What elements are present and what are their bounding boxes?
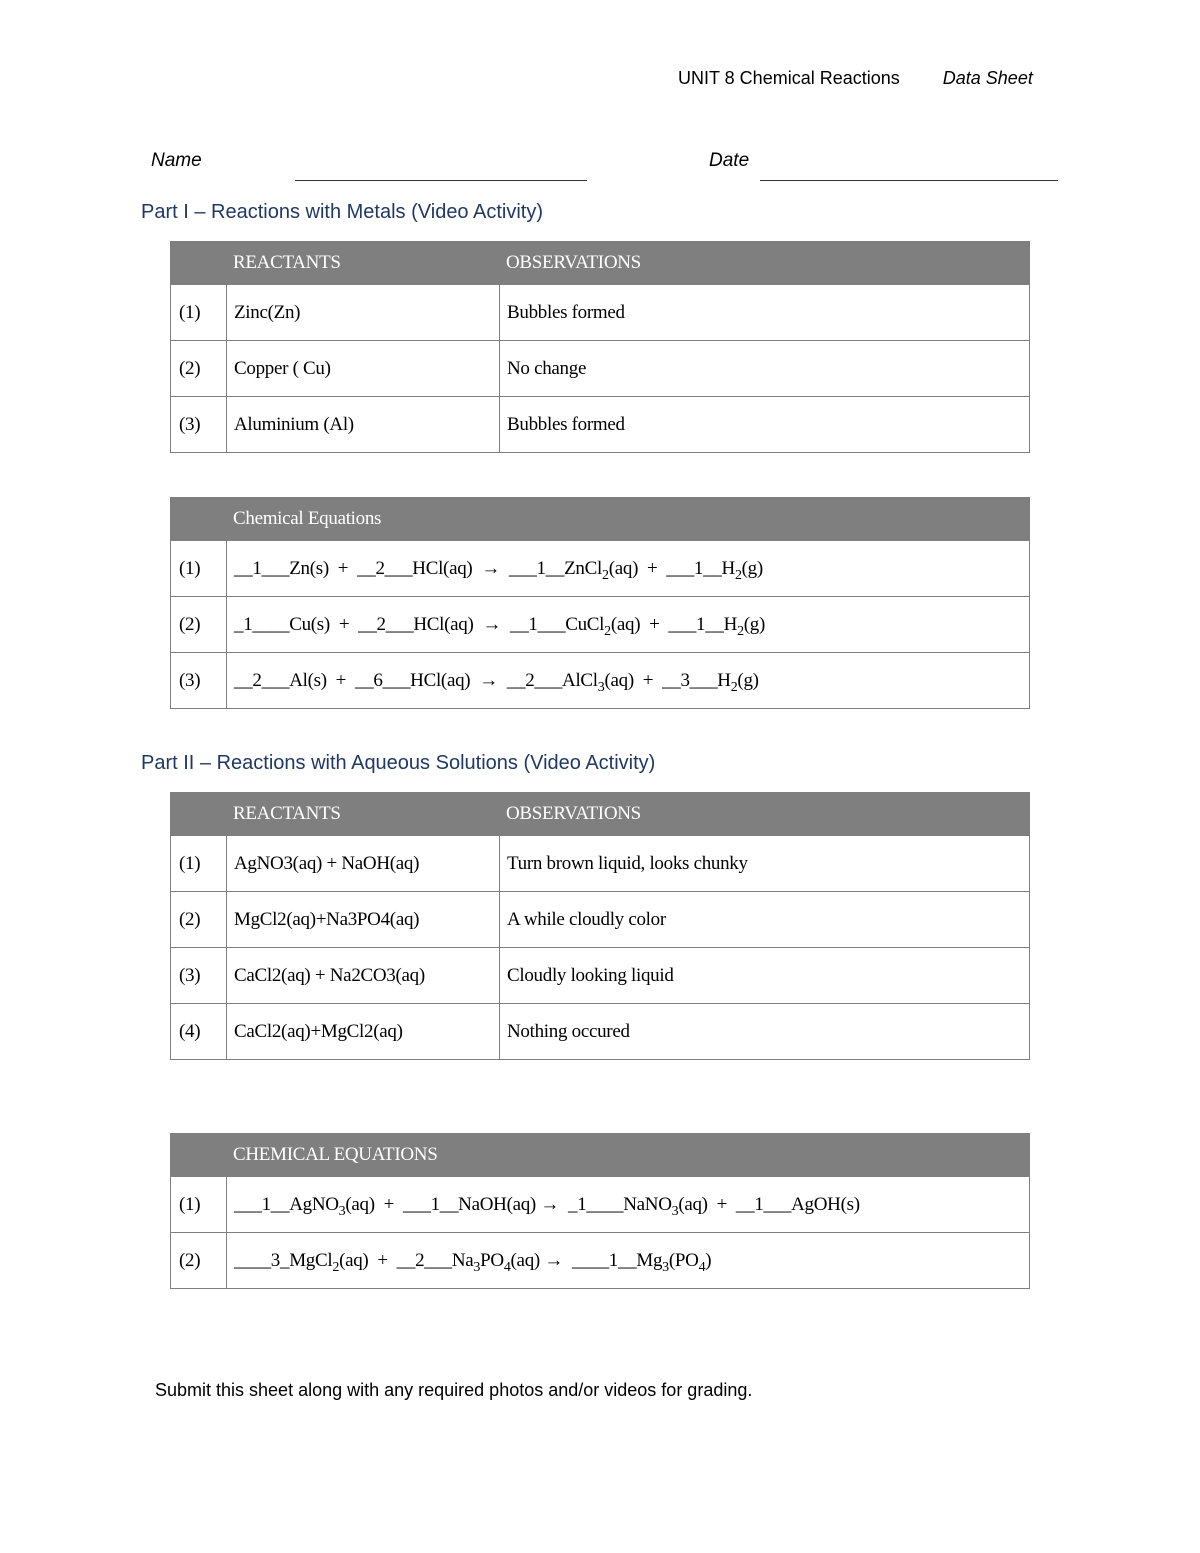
table-row	[171, 1177, 1030, 1233]
metals-equations-table	[170, 497, 1030, 709]
equation-cell: __2___Al(s) + __6___HCl(aq) → __2___AlCl$_3$(aq) + $\_\_3\_\_\_H_2(g)$	[227, 653, 1030, 709]
observation-cell: Turn brown liquid, looks chunky	[500, 836, 1030, 892]
row-number: (2)	[171, 597, 227, 653]
reactant-cell: CaCl2(aq) + Na2CO3(aq)	[227, 948, 500, 1004]
observation-cell: Bubbles formed	[500, 397, 1030, 453]
metals-observation-table	[170, 241, 1030, 453]
solutions-equations-table	[170, 1133, 1030, 1289]
table-header-row	[171, 498, 1030, 541]
table-row	[171, 285, 1030, 341]
header-num-cell	[171, 242, 227, 285]
table-row	[171, 1004, 1030, 1060]
reactant-cell: Copper ( Cu)	[227, 341, 500, 397]
header-reactants: REACTANTS	[227, 793, 500, 836]
header-equations: CHEMICAL EQUATIONS	[227, 1134, 1030, 1177]
reactant-cell: Zinc(Zn)	[227, 285, 500, 341]
row-number: (1)	[171, 285, 227, 341]
header-num-cell	[171, 1134, 227, 1177]
row-number: (3)	[171, 653, 227, 709]
submission-note: Submit this sheet along with any required photos and/or videos for grading.	[155, 1380, 753, 1400]
row-number: (2)	[171, 892, 227, 948]
row-number: (3)	[171, 948, 227, 1004]
header-num-cell	[171, 793, 227, 836]
row-number: (1)	[171, 541, 227, 597]
observation-cell: Bubbles formed	[500, 285, 1030, 341]
table-row	[171, 653, 1030, 709]
row-number: (4)	[171, 1004, 227, 1060]
table-header-row	[171, 242, 1030, 285]
header-observations: OBSERVATIONS	[500, 242, 1030, 285]
row-number: (2)	[171, 1233, 227, 1289]
reactant-cell: Aluminium (Al)	[227, 397, 500, 453]
header-equations: Chemical Equations	[227, 498, 1030, 541]
page-header	[678, 68, 1033, 89]
table-row	[171, 341, 1030, 397]
equation-cell: ____3_MgCl$_2$(aq) + $\_\_2\_\_\_Na_3PO_4(aq)$ → $\_\_\_\_1\_\_Mg_3(PO_4)$	[227, 1233, 1030, 1289]
header-observations: OBSERVATIONS	[500, 793, 1030, 836]
table-row	[171, 597, 1030, 653]
name-field[interactable]	[295, 180, 587, 181]
table-row	[171, 892, 1030, 948]
date-field[interactable]	[760, 180, 1058, 181]
part1-title: Part I – Reactions with Metals (Video Activity)	[141, 201, 544, 223]
equation-cell: __1___Zn(s) + __2___HCl(aq) → ___1__ZnCl$_2$(aq) + $\_\_\_1\_\_H_2(g)$	[227, 541, 1030, 597]
header-num-cell	[171, 498, 227, 541]
table-row	[171, 948, 1030, 1004]
table-row	[171, 541, 1030, 597]
part2-title: Part II – Reactions with Aqueous Solutions (Video Activity)	[141, 752, 656, 774]
table-row	[171, 397, 1030, 453]
table-header-row	[171, 1134, 1030, 1177]
solutions-observation-table	[170, 792, 1030, 1060]
row-number: (1)	[171, 836, 227, 892]
reactant-cell: CaCl2(aq)+MgCl2(aq)	[227, 1004, 500, 1060]
row-number: (2)	[171, 341, 227, 397]
unit-title: UNIT 8 Chemical Reactions	[678, 68, 900, 88]
row-number: (3)	[171, 397, 227, 453]
row-number: (1)	[171, 1177, 227, 1233]
table-header-row	[171, 793, 1030, 836]
observation-cell: No change	[500, 341, 1030, 397]
observation-cell: Cloudly looking liquid	[500, 948, 1030, 1004]
header-reactants: REACTANTS	[227, 242, 500, 285]
table-row	[171, 1233, 1030, 1289]
name-label: Name	[151, 150, 202, 171]
table-row	[171, 836, 1030, 892]
observation-cell: Nothing occured	[500, 1004, 1030, 1060]
observation-cell: A while cloudly color	[500, 892, 1030, 948]
reactant-cell: AgNO3(aq) + NaOH(aq)	[227, 836, 500, 892]
reactant-cell: MgCl2(aq)+Na3PO4(aq)	[227, 892, 500, 948]
equation-cell: _1____Cu(s) + __2___HCl(aq) → __1___CuCl$_2$(aq) + $\_\_\_1\_\_H_2(g)$	[227, 597, 1030, 653]
sheet-title: Data Sheet	[942, 68, 1033, 88]
equation-cell: ___1__AgNO$_3$(aq) + ___1__NaOH(aq) → _1____NaNO$_3$(aq) + __1___AgOH(s)	[227, 1177, 1030, 1233]
date-label: Date	[709, 150, 750, 171]
